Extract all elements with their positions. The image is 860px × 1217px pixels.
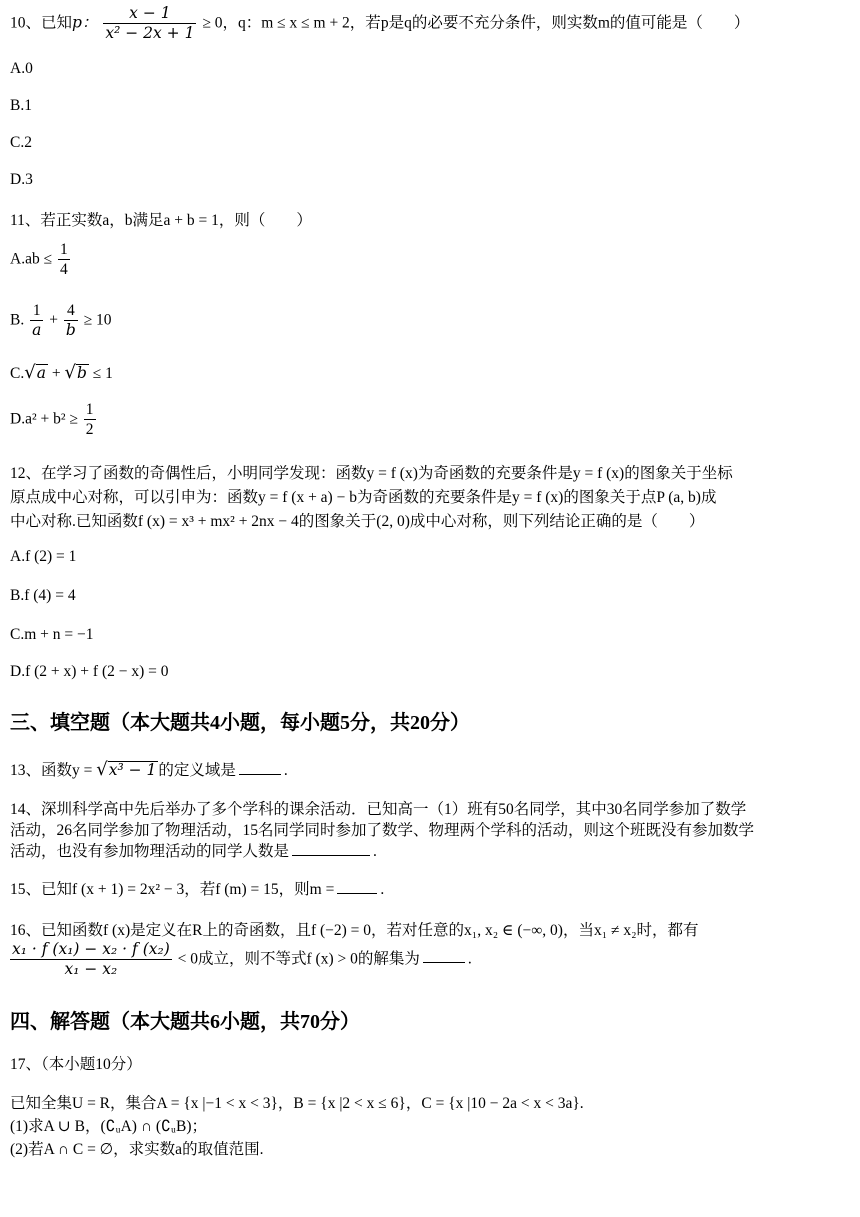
q11-c-post: ≤ 1 xyxy=(88,365,113,382)
q11-option-a-text: A.ab ≤ xyxy=(10,250,53,268)
q11-c-radicand-b: b xyxy=(76,364,87,382)
q10-frac-denominator: x² − 2x + 1 xyxy=(105,24,195,43)
q10-option-d: D.3 xyxy=(10,171,33,188)
q13-pre: 13、函数y = xyxy=(10,762,97,779)
q11-c-label: C. xyxy=(10,365,25,382)
q11-d-fraction xyxy=(84,400,96,440)
q13-post: 的定义域是 xyxy=(158,762,236,779)
q14-line-2: 活动，26名同学参加了物理活动，15名同学同时参加了数学、物理两个学科的活动，则这个班既没有参加数学 xyxy=(10,822,755,839)
q17-line-3: (2)若A ∩ C = ∅，求实数a的取值范围. xyxy=(10,1141,264,1158)
q11-b-frac1-num: 1 xyxy=(30,301,43,321)
q11-d-den: 2 xyxy=(85,421,94,439)
q10-option-b: B.1 xyxy=(10,97,32,114)
q14-end: . xyxy=(373,843,377,860)
section-3-heading: 三、填空题（本大题共4小题，每小题5分，共20分） xyxy=(10,712,470,734)
q17-line-2: (1)求A ∪ B，(∁ᵤA) ∩ (∁ᵤB)； xyxy=(10,1118,207,1135)
q11-b-frac2-den: b xyxy=(65,321,76,340)
q10-prefix: 10、已知 xyxy=(10,14,73,32)
q11-d-text: D.a² + b² ≥ xyxy=(10,410,78,428)
sqrt-icon: √ xyxy=(24,362,36,383)
q16-frac-numerator: x₁ · f (x₁) − x₂ · f (x₂) xyxy=(10,940,172,960)
q10-option-c: C.2 xyxy=(10,134,32,151)
q11-b-frac1-den: a xyxy=(32,321,42,340)
sqrt-icon: √ xyxy=(64,362,76,383)
q10-fraction xyxy=(103,4,196,44)
answer-blank xyxy=(423,949,465,963)
q12-option-d: D.f (2 + x) + f (2 − x) = 0 xyxy=(10,663,169,680)
answer-blank xyxy=(337,880,377,894)
question-15 xyxy=(10,877,384,899)
q14-line-1: 14、深圳科学高中先后举办了多个学科的课余活动．已知高一（1）班有50名同学，其中30名同学参加了数学 xyxy=(10,801,747,818)
q10-p-label: p： xyxy=(72,13,98,32)
q16-line-2 xyxy=(10,940,472,980)
q12-line-2: 原点成中心对称，可以引申为：函数y = f (x + a) − b为奇函数的充要条件是y = f (x)的图象关于点P (a, b)成 xyxy=(10,489,717,506)
q11-option-b-label: B. xyxy=(10,311,25,329)
answer-blank xyxy=(292,842,370,856)
q11-b-frac2 xyxy=(64,301,78,341)
question-11-stem: 11、若正实数a，b满足a + b = 1，则（ ） xyxy=(10,212,312,229)
question-13 xyxy=(10,758,288,780)
q11-option-a xyxy=(10,240,72,280)
q12-option-c: C.m + n = −1 xyxy=(10,626,94,643)
section-4-heading: 四、解答题（本大题共6小题，共70分） xyxy=(10,1011,360,1033)
q12-line-1: 12、在学习了函数的奇偶性后，小明同学发现：函数y = f (x)为奇函数的充要条件是y = f (x)的图象关于坐标 xyxy=(10,465,733,482)
q10-option-a: A.0 xyxy=(10,60,33,77)
q12-option-a: A.f (2) = 1 xyxy=(10,548,77,565)
q16-line-2-text: < 0成立，则不等式f (x) > 0的解集为 xyxy=(177,950,420,968)
q13-end: . xyxy=(283,762,288,779)
q11-option-c xyxy=(10,362,113,383)
q11-option-b xyxy=(10,301,112,341)
q11-c-radicand-a: a xyxy=(36,364,46,382)
q11-option-d xyxy=(10,400,98,440)
q11-a-num: 1 xyxy=(58,240,70,260)
q17-line-1: 已知全集U = R，集合A = {x |−1 < x < 3}，B = {x |2 < x ≤ 6}，C = {x |10 − 2a < x < 3a}. xyxy=(10,1095,584,1112)
q17-heading: 17、（本小题10分） xyxy=(10,1056,142,1073)
q11-d-num: 1 xyxy=(84,400,96,420)
question-10-stem xyxy=(10,4,749,44)
q16-line-1: 16、已知函数f (x)是定义在R上的奇函数，且f (−2) = 0，若对任意的x₁, x₂ ∈ (−∞, 0)，当x₁ ≠ x₂时，都有 xyxy=(10,922,699,939)
q14-line-3 xyxy=(10,839,377,861)
q16-frac-denominator: x₁ − x₂ xyxy=(64,960,118,979)
q11-option-a-fraction xyxy=(58,240,70,280)
q11-b-post: ≥ 10 xyxy=(83,311,112,329)
q12-line-3: 中心对称.已知函数f (x) = x³ + mx² + 2nx − 4的图象关于(2, 0)成中心对称，则下列结论正确的是（ ） xyxy=(10,513,705,530)
q14-line-3-text: 活动，也没有参加物理活动的同学人数是 xyxy=(10,843,290,860)
q12-option-b: B.f (4) = 4 xyxy=(10,587,76,604)
answer-blank xyxy=(239,761,281,775)
q15-end: . xyxy=(380,881,385,898)
q13-radicand: x³ − 1 xyxy=(108,761,157,779)
q16-end: . xyxy=(467,950,472,968)
q11-a-den: 4 xyxy=(59,261,68,279)
q10-stem-rest: ≥ 0，q：m ≤ x ≤ m + 2，若p是q的必要不充分条件，则实数m的值可能是（ ） xyxy=(202,14,750,32)
q11-b-frac2-num: 4 xyxy=(64,301,78,321)
q11-b-plus: + xyxy=(49,311,58,329)
q15-text: 15、已知f (x + 1) = 2x² − 3，若f (m) = 15，则m = xyxy=(10,881,335,898)
q16-fraction xyxy=(10,940,172,980)
q10-frac-numerator: x − 1 xyxy=(103,4,196,24)
q11-c-plus: + xyxy=(47,365,65,382)
q11-b-frac1 xyxy=(30,301,43,341)
sqrt-icon: √ xyxy=(96,759,108,780)
